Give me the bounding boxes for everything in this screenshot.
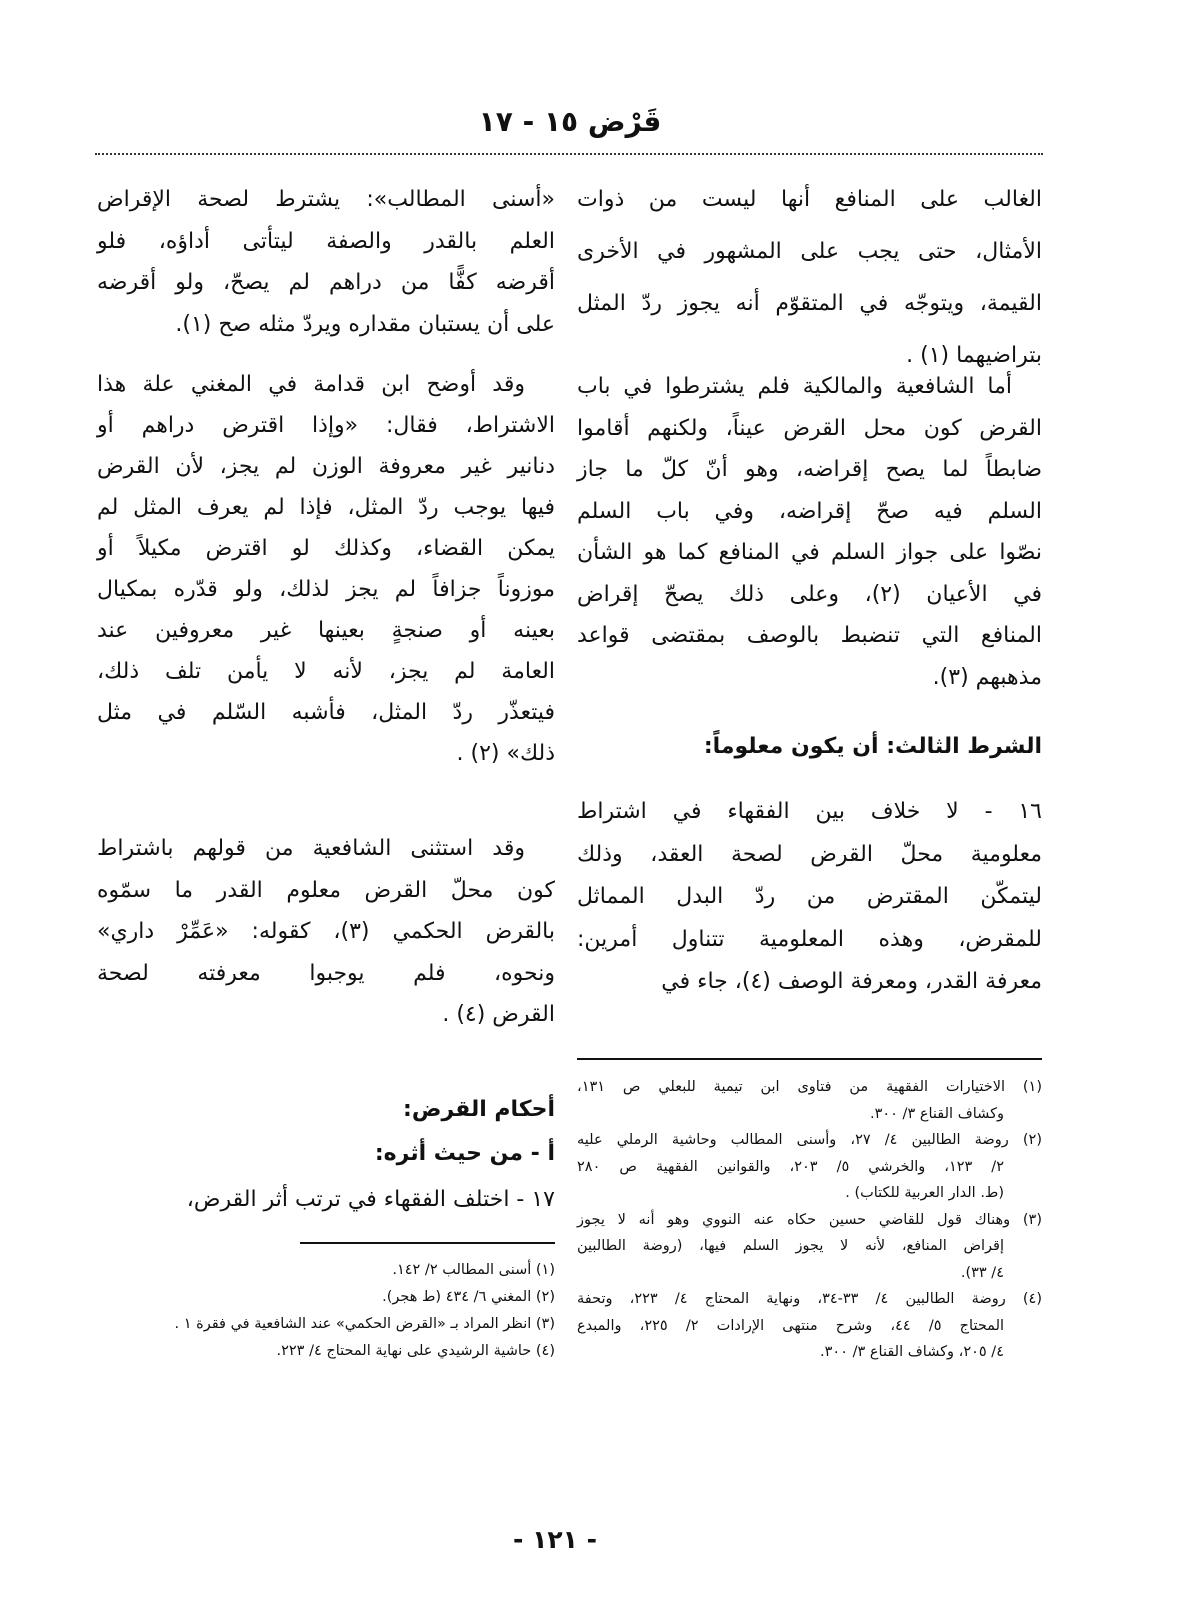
footnote-line: وكشاف القناع ٣/ ٣٠٠.: [869, 1105, 1004, 1122]
section-heading: الشرط الثالث: أن يكون معلوماً:: [703, 734, 1042, 759]
footnote-line: (٢) المغني ٦/ ٤٣٤ (ط هجر).: [382, 1289, 555, 1305]
footnote-line: إقراض المنافع، لأنه لا يجوز السلم فيها، (روضة الطالبين: [577, 1238, 1004, 1254]
footnote-line: ٤/ ٢٠٥، وكشاف القناع ٣/ ٣٠٠.: [820, 1344, 1004, 1360]
paragraph-line: ١٧ - اختلف الفقهاء في ترتب أثر القرض،: [186, 1187, 555, 1212]
paragraph-line: المنافع التي تنضبط بالوصف بمقتضى قواعد: [577, 623, 1042, 648]
section-heading: أحكام القرض:: [403, 1097, 555, 1122]
footnote-line: (٣) وهناك قول للقاضي حسين حكاه عنه النووي وهو أنه لا يجوز: [577, 1211, 1042, 1228]
paragraph-line: العلم بالقدر والصفة ليتأتى أداؤه، فلو: [97, 228, 555, 254]
footnote-line: ٢/ ١٢٣، والخرشي ٥/ ٢٠٣، والقوانين الفقهية ص ٢٨٠: [577, 1158, 1004, 1175]
paragraph-line: نصّوا على جواز السلم في المنافع كما هو الشأن: [577, 540, 1042, 565]
paragraph-line: أقرضه كفًّا من دراهم لم يصحّ، ولو أقرضه: [97, 270, 555, 295]
paragraph-line: معرفة القدر، ومعرفة الوصف (٤)، جاء في: [661, 969, 1042, 994]
paragraph-line: وقد أوضح ابن قدامة في المغني علة هذا: [97, 372, 525, 397]
paragraph-line: ذلك» (٢) .: [456, 741, 555, 766]
paragraph-line: على أن يستبان مقداره ويردّ مثله صح (١).: [175, 311, 555, 337]
footnote-line: (٤) روضة الطالبين ٤/ ٣٣-٣٤، ونهاية المحتاج ٤/ ٢٢٣، وتحفة: [577, 1291, 1043, 1307]
footnote-divider-right: [577, 1058, 1042, 1060]
paragraph-line: معلومية محلّ القرض لصحة العقد، وذلك: [577, 841, 1042, 867]
header-divider: [95, 153, 1043, 155]
paragraph-line: كون محلّ القرض معلوم القدر ما سمّوه: [97, 877, 555, 903]
paragraph-line: «أسنى المطالب»: يشترط لصحة الإقراض: [97, 187, 555, 212]
paragraph-line: فيتعذّر ردّ المثل، فأشبه السّلم في مثل: [97, 700, 555, 725]
paragraph-line: ضابطاً لما يصح إقراضه، وهو أنّ كلّ ما جاز: [577, 457, 1042, 482]
subsection-heading: أ - من حيث أثره:: [374, 1141, 555, 1166]
footnote-line: (١) الاختيارات الفقهية من فتاوى ابن تيمية للبعلي ص ١٣١،: [577, 1079, 1042, 1095]
footnote-line: (٣) انظر المراد بـ «القرض الحكمي» عند الشافعية في فقرة ١ .: [174, 1316, 555, 1332]
paragraph-line: للمقرض، وهذه المعلومية تتناول أمرين:: [577, 926, 1042, 952]
page-number: - ١٢١ -: [513, 1525, 597, 1554]
paragraph-line: ليتمكّن المقترض من ردّ البدل المماثل: [577, 884, 1042, 909]
paragraph-line: فيها يوجب ردّ المثل، فإذا لم يعرف المثل لم: [97, 495, 555, 520]
paragraph-line: السلم فيه صحّ إقراضه، وفي باب السلم: [577, 498, 1042, 524]
paragraph-line: يمكن القضاء، وكذلك لو اقترض مكيلاً أو: [97, 536, 555, 561]
paragraph-line: بعينه أو صنجةٍ بعينها غير معروفين عند: [97, 618, 555, 643]
paragraph-line: ١٦ - لا خلاف بين الفقهاء في اشتراط: [577, 799, 1042, 824]
paragraph-line: في الأعيان (٢)، وعلى ذلك يصحّ إقراض: [577, 581, 1042, 607]
paragraph-line: ونحوه، فلم يوجبوا معرفته لصحة: [97, 960, 555, 986]
paragraph-line: موزوناً جزافاً لم يجز لذلك، ولو قدّره بمكيال: [97, 577, 555, 602]
paragraph-line: الاشتراط، فقال: «وإذا اقترض دراهم أو: [97, 413, 555, 438]
paragraph-line: القيمة، ويتوجّه في المتقوّم أنه يجوز ردّ المثل: [577, 291, 1042, 316]
paragraph-line: العامة لم يجز، لأنه لا يأمن تلف ذلك،: [97, 659, 555, 684]
paragraph-line: مذهبهم (٣).: [932, 664, 1042, 690]
paragraph-line: الأمثال، حتى يجب على المشهور في الأخرى: [577, 239, 1042, 264]
footnote-line: ٤/ ٣٣).: [960, 1264, 1004, 1281]
paragraph-line: القرض (٤) .: [442, 1002, 555, 1027]
paragraph-line: وقد استثنى الشافعية من قولهم باشتراط: [97, 836, 525, 861]
footnote-line: (١) أسنى المطالب ٢/ ١٤٢.: [392, 1262, 555, 1278]
paragraph-line: بالقرض الحكمي (٣)، كقوله: «عَمِّرْ داري»: [97, 919, 556, 944]
footnote-line: المحتاج ٥/ ٤٤، وشرح منتهى الإرادات ٢/ ٢٢٥، والمبدع: [577, 1317, 1005, 1334]
paragraph-line: بتراضيهما (١) .: [906, 343, 1042, 368]
paragraph-line: دنانير غير معروفة الوزن لم يجز، لأن القرض: [97, 454, 555, 479]
footnote-divider-left: [300, 1242, 555, 1244]
footnote-line: (٤) حاشية الرشيدي على نهاية المحتاج ٤/ ٢٢٣.: [276, 1343, 555, 1359]
footnote-line: (٢) روضة الطالبين ٤/ ٢٧، وأسنى المطالب وحاشية الرملي عليه: [577, 1132, 1042, 1148]
paragraph-line: الغالب على المنافع أنها ليست من ذوات: [577, 187, 1042, 212]
paragraph-line: أما الشافعية والمالكية فلم يشترطوا في باب: [577, 374, 1012, 399]
paragraph-line: القرض كون محل القرض عيناً، ولكنهم أقاموا: [577, 415, 1042, 441]
running-header: قَرْض ١٥ - ١٧: [478, 105, 662, 138]
footnote-line: (ط. الدار العربية للكتاب) .: [845, 1185, 1004, 1201]
